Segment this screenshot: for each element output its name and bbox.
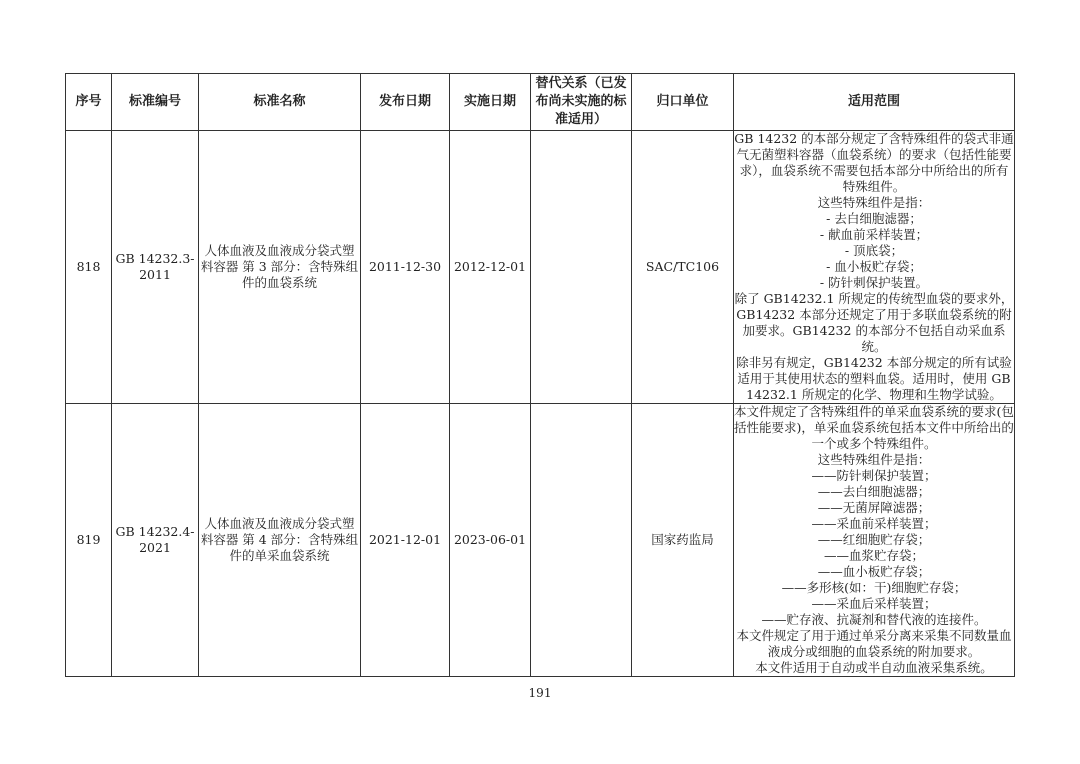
header-publish-date: 发布日期: [361, 74, 450, 131]
cell-standard-code: GB 14232.4-2021: [112, 404, 199, 677]
scope-line: - 血小板贮存袋；: [826, 259, 922, 274]
scope-line: 本文件规定了含特殊组件的单采血袋系统的要求(包括性能要求)，单采血袋系统包括本文件中所给出的一个或多个特殊组件。: [734, 404, 1014, 451]
table-row: [66, 131, 1015, 404]
standards-table: [65, 73, 1015, 677]
scope-line: 本文件规定了用于通过单采分离来采集不同数量血液成分或细胞的血袋系统的附加要求。: [736, 628, 1012, 659]
scope-line: ——贮存液、抗凝剂和替代液的连接件。: [761, 612, 987, 627]
scope-line: - 献血前采样装置；: [819, 227, 929, 242]
cell-responsible-unit: SAC/TC106: [632, 131, 734, 404]
scope-line: 除非另有规定，GB14232 本部分规定的所有试验适用于其使用状态的塑料血袋。适用时，使用 GB14232.1 所规定的化学、物理和生物学试验。: [736, 355, 1012, 402]
header-seq: 序号: [66, 74, 112, 131]
scope-line: ——红细胞贮存袋；: [817, 532, 931, 547]
scope-line: ——防针刺保护装置；: [811, 468, 937, 483]
scope-line: - 顶底袋；: [844, 243, 904, 258]
header-standard-name: 标准名称: [199, 74, 361, 131]
cell-replacement: [531, 404, 632, 677]
cell-implement-date: 2012-12-01: [450, 131, 531, 404]
scope-line: 除了 GB14232.1 所规定的传统型血袋的要求外，GB14232 本部分还规定了用于多联血袋系统的附加要求。GB14232 的本部分不包括自动采血系统。: [734, 291, 1014, 354]
scope-line: 本文件适用于自动或半自动血液采集系统。: [755, 660, 993, 675]
table-header-row: [66, 74, 1015, 131]
scope-line: GB 14232 的本部分规定了含特殊组件的袋式非通气无菌塑料容器（血袋系统）的要求（包括性能要求），血袋系统不需要包括本部分中所给出的所有特殊组件。: [734, 131, 1014, 194]
cell-publish-date: 2021-12-01: [361, 404, 450, 677]
cell-seq: 819: [66, 404, 112, 677]
header-implement-date: 实施日期: [450, 74, 531, 131]
cell-standard-name: 人体血液及血液成分袋式塑料容器 第 3 部分：含特殊组件的血袋系统: [199, 131, 361, 404]
scope-line: ——多形核(如：干)细胞贮存袋；: [781, 580, 967, 595]
cell-implement-date: 2023-06-01: [450, 404, 531, 677]
header-scope: 适用范围: [734, 74, 1015, 131]
header-standard-code: 标准编号: [112, 74, 199, 131]
header-responsible-unit: 归口单位: [632, 74, 734, 131]
scope-line: ——血浆贮存袋；: [823, 548, 924, 563]
page-number: 191: [528, 686, 552, 700]
table-row: [66, 404, 1015, 677]
scope-line: ——去白细胞滤器；: [817, 484, 931, 499]
scope-line: ——采血后采样装置；: [811, 596, 937, 611]
cell-responsible-unit: 国家药监局: [632, 404, 734, 677]
cell-seq: 818: [66, 131, 112, 404]
cell-scope: [734, 131, 1015, 404]
scope-line: ——无菌屏障滤器；: [817, 500, 931, 515]
scope-line: 这些特殊组件是指：: [817, 195, 931, 210]
scope-line: - 去白细胞滤器；: [826, 211, 922, 226]
cell-scope: [734, 404, 1015, 677]
header-replacement: 替代关系（已发布尚未实施的标准适用）: [531, 74, 632, 131]
cell-publish-date: 2011-12-30: [361, 131, 450, 404]
scope-line: ——血小板贮存袋；: [817, 564, 931, 579]
scope-line: 这些特殊组件是指：: [817, 452, 931, 467]
cell-standard-name: 人体血液及血液成分袋式塑料容器 第 4 部分：含特殊组件的单采血袋系统: [199, 404, 361, 677]
cell-standard-code: GB 14232.3-2011: [112, 131, 199, 404]
scope-line: ——采血前采样装置；: [811, 516, 937, 531]
scope-line: - 防针刺保护装置。: [819, 275, 929, 290]
cell-replacement: [531, 131, 632, 404]
